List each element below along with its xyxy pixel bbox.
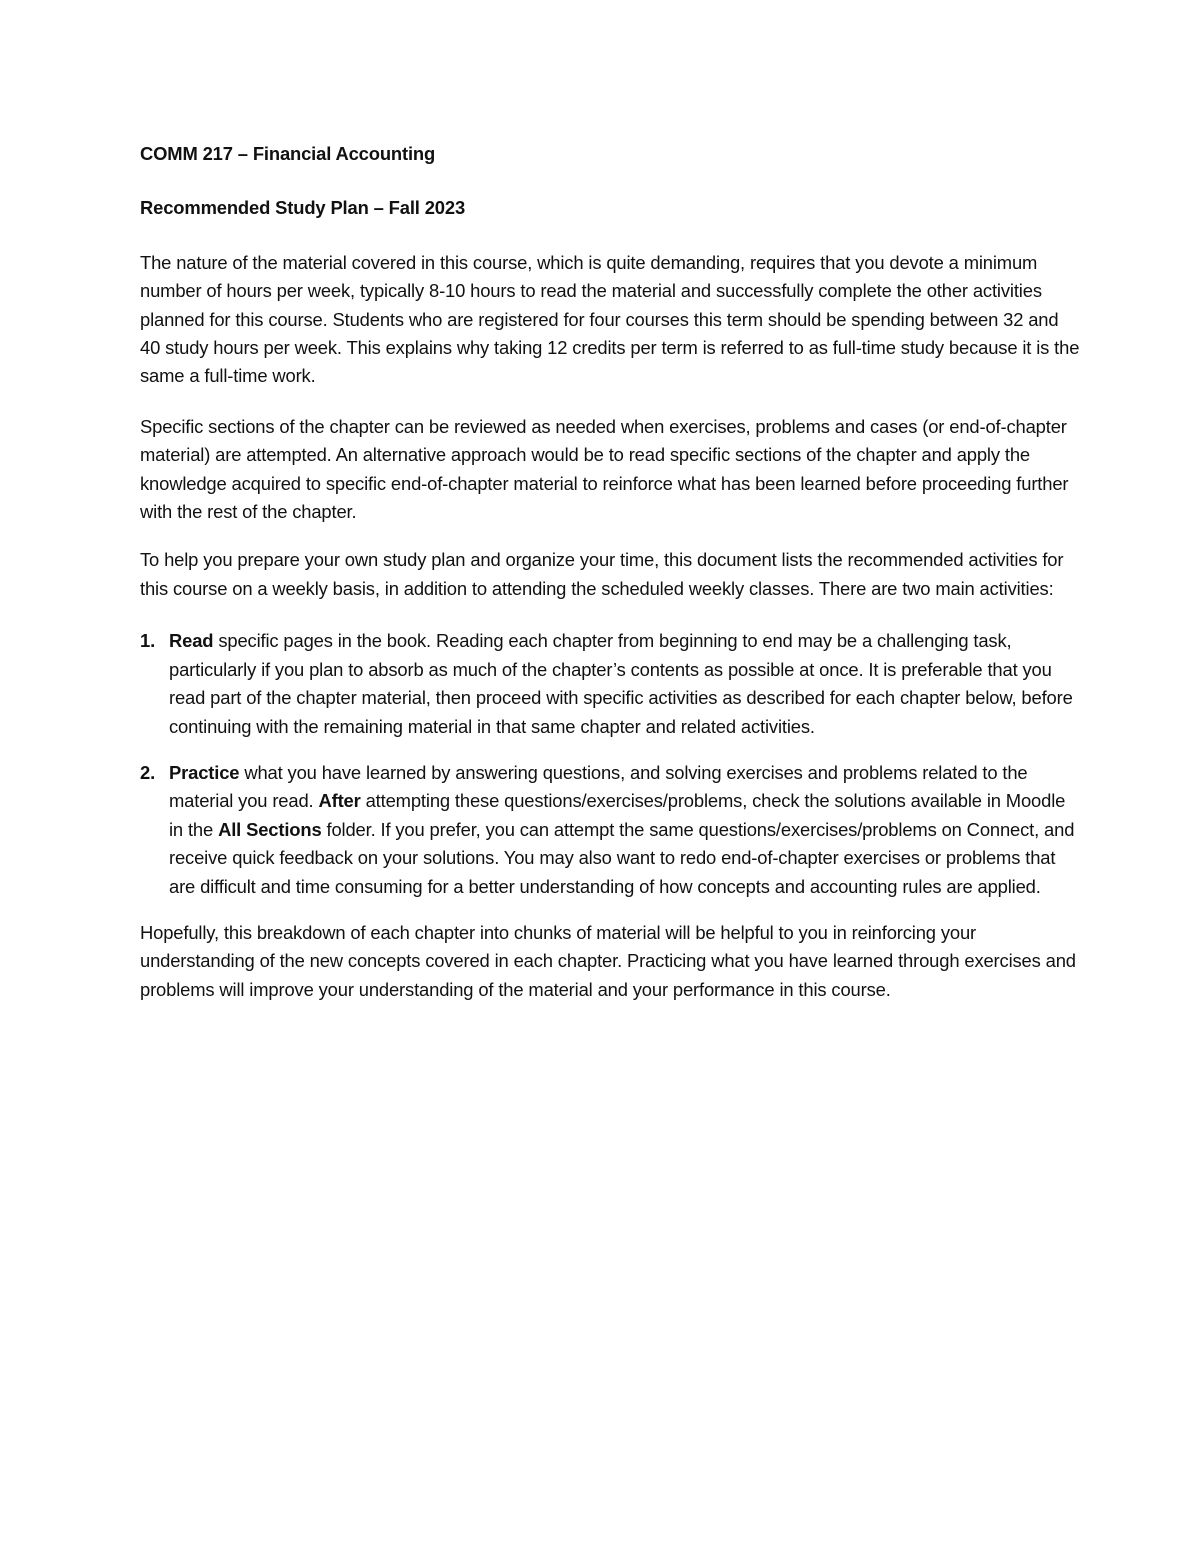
activity-read-text: specific pages in the book. Reading each chapter from beginning to end may be a challenging task, particularly if you plan to absorb as much of the chapter’s contents as possible at once. It is preferable that you read part of the chapter material, then proceed with specific activities as described for each chapter below, before continuing with the remaining material in that same chapter and related activities. [169, 630, 1073, 737]
list-number: 1. [140, 630, 156, 652]
sections-paragraph: Specific sections of the chapter can be reviewed as needed when exercises, problems and cases (or end-of-chapter material) are attempted. An alternative approach would be to read specific sections of the chapter and apply the knowledge acquired to specific end-of-chapter material to reinforce what has been learned before proceeding further with the rest of the chapter. [140, 415, 1069, 523]
activity-practice [140, 759, 1080, 901]
document-body [140, 140, 1080, 1024]
help-paragraph: To help you prepare your own study plan and organize your time, this document lists the recommended activities for this course on a weekly basis, in addition to attending the scheduled weekly classes. There are two main activities: [140, 549, 1064, 599]
activity-practice-text-c: folder. If you prefer, you can attempt the same questions/exercises/problems on Connect, and receive quick feedback on your solutions. You may also want to redo end-of-chapter exercises or problems that are difficult and time consuming for a better understanding of how concepts and accounting rules are applied. [169, 818, 1075, 897]
activities-list [140, 627, 1080, 901]
intro-paragraph: The nature of the material covered in this course, which is quite demanding, requires that you devote a minimum number of hours per week, typically 8-10 hours to read the material and successfully complete the other activities planned for this course. Students who are registered for four courses this term should be spending between 32 and 40 study hours per week. This explains why taking 12 credits per term is referred to as full-time study because it is the same a full-time work. [140, 251, 1080, 387]
course-title: COMM 217 – Financial Accounting [140, 143, 436, 164]
activity-keyword-practice: Practice [169, 761, 240, 783]
activity-practice-text-a: what you have learned by answering questions, and solving exercises and problems related to the material you read. [169, 761, 1028, 812]
study-plan-subtitle: Recommended Study Plan – Fall 2023 [140, 197, 466, 219]
closing-paragraph: Hopefully, this breakdown of each chapter into chunks of material will be helpful to you in reinforcing your understanding of the new concepts covered in each chapter. Practicing what you have learned through exercises and problems will improve your understanding of the material and your performance in this course. [140, 921, 1076, 1000]
keyword-after: After [318, 790, 361, 812]
activity-read [140, 627, 1080, 741]
activity-keyword-read: Read [169, 630, 214, 652]
keyword-all-sections: All Sections [218, 818, 322, 840]
activity-practice-text-b: attempting these questions/exercises/problems, check the solutions available in Moodle in the [169, 790, 1066, 840]
list-number: 2. [140, 761, 156, 783]
